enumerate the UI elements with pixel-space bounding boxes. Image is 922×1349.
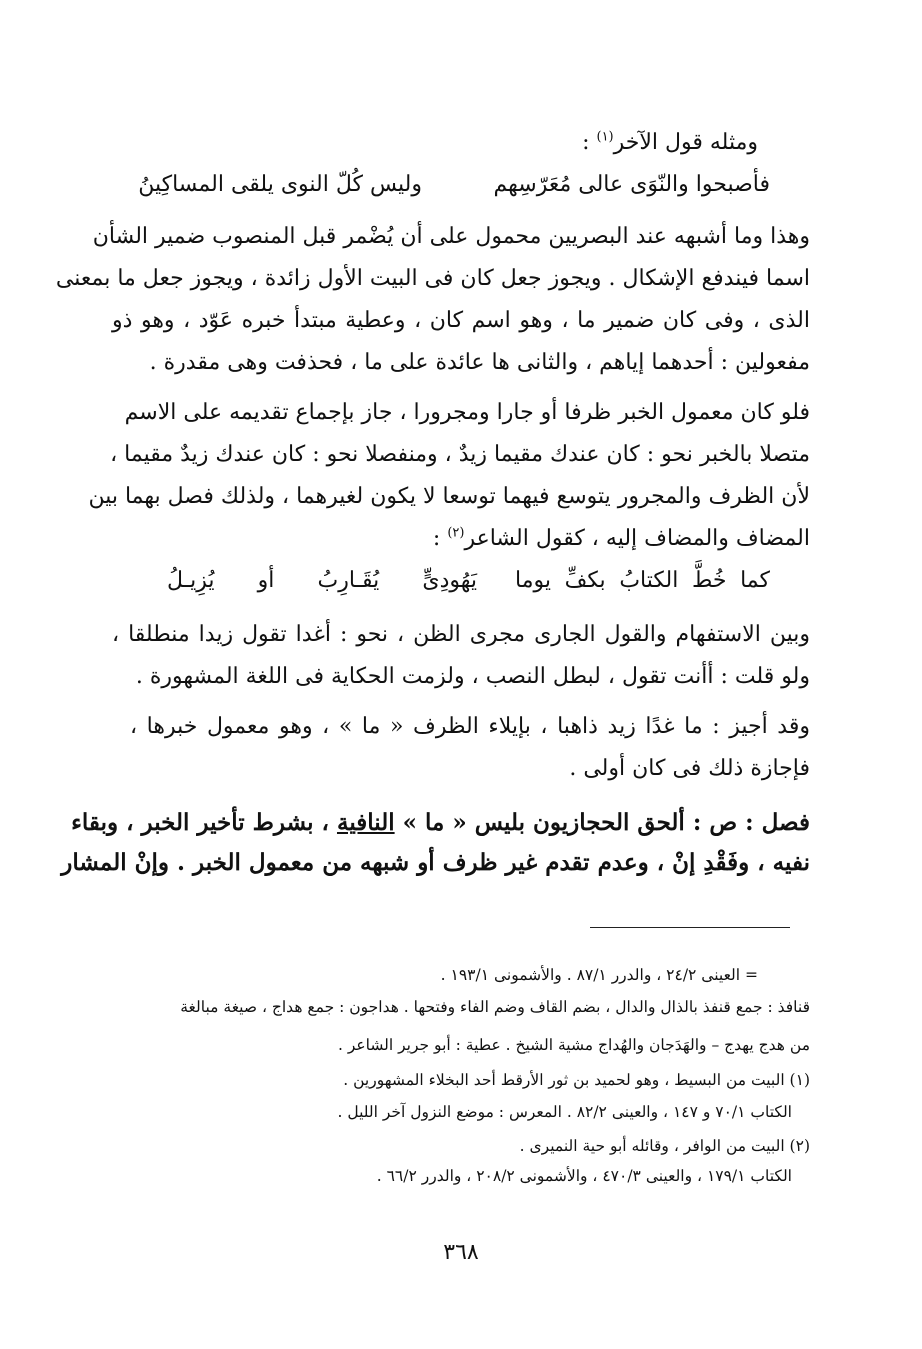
verse2-hemistich2: يَهُودِىٍّ يُقَـارِبُ أو يُزِيـلُ <box>167 568 477 593</box>
footnote-line: قنافذ : جمع قنفذ بالذال والدال ، بضم القاف وضم الفاء وفتحها . هداجون : جمع هداج ، صيغة مبالغة <box>180 998 810 1016</box>
para1-line: الذى ، وفى كان ضمير ما ، وهو اسم كان ، وعطية مبتدأ خبره عَوّد ، وهو ذو <box>112 308 810 333</box>
section-line-2: نفيه ، وفَقْدِ إنْ ، وعدم تقدم غير ظرف أو شبهه من معمول الخبر . وإنْ المشار <box>61 849 810 876</box>
para4-line: وقد أجيز : ما غدًا زيد ذاهبا ، بإيلاء الظرف « ما » ، وهو معمول خبرها ، <box>130 714 810 739</box>
para2-colon: : <box>432 526 448 551</box>
para3-line: ولو قلت : أأنت تقول ، لبطل النصب ، ولزمت الحكاية فى اللغة المشهورة . <box>135 664 810 689</box>
verse1-hemistich1: فأصبحوا والنّوَى عالى مُعَرّسِهم <box>493 172 770 197</box>
footnote-line: (١) البيت من البسيط ، وهو لحميد بن ثور الأرقط أحد البخلاء المشهورين . <box>343 1071 810 1089</box>
page-number: ٣٦٨ <box>443 1240 479 1265</box>
intro-text: ومثله قول الآخر <box>613 130 758 155</box>
para2-line: متصلا بالخبر نحو : كان عندك مقيما زيدٌ ، ومنفصلا نحو : كان عندك زيدٌ مقيما ، <box>110 442 810 467</box>
para2-line: لأن الظرف والمجرور يتوسع فيهما توسعا لا يكون لغيرهما ، ولذلك فصل بهما بين <box>88 484 810 509</box>
intro-colon: : <box>582 130 597 155</box>
para2-last-line <box>112 524 810 554</box>
footnote-divider <box>590 927 790 928</box>
footnote-ref-1: (١) <box>596 129 614 145</box>
intro-line <box>258 128 758 158</box>
section-start: فصل : ص : ألحق الحجازيون بليس « ما » <box>394 809 810 836</box>
footnote-line: (٢) البيت من الوافر ، وقائله أبو حية النميرى . <box>519 1137 810 1155</box>
footnote-ref-2: (٢) <box>447 525 465 541</box>
section-underlined-word: النافية <box>336 809 395 836</box>
para2-last-text: المضاف والمضاف إليه ، كقول الشاعر <box>464 526 810 551</box>
footnote-line: الكتاب ٧٠/١ و ١٤٧ ، والعينى ٨٢/٢ . المعرس : موضع النزول آخر الليل . <box>337 1103 792 1121</box>
footnote-line: من هدج يهدج – والهَدَجان والهُداج مشية الشيخ . عطية : أبو جرير الشاعر . <box>337 1036 810 1054</box>
verse1-hemistich2: وليس كُلّ النوى يلقى المساكِينُ <box>138 172 422 197</box>
section-line-1 <box>71 808 810 838</box>
section-end: ، بشرط تأخير الخبر ، وبقاء <box>71 809 337 836</box>
footnote-line: الكتاب ١٧٩/١ ، والعينى ٤٧٠/٣ ، والأشمونى ٢٠٨/٢ ، والدرر ٦٦/٢ . <box>376 1167 792 1185</box>
para1-line: مفعولين : أحدهما إياهم ، والثانى ها عائدة على ما ، فحذفت وهى مقدرة . <box>149 350 810 375</box>
para1-line: اسما فيندفع الإشكال . ويجوز جعل كان فى البيت الأول زائدة ، ويجوز جعل ما بمعنى <box>55 266 810 291</box>
para2-line: فلو كان معمول الخبر ظرفا أو جارا ومجرورا ، جاز بإجماع تقديمه على الاسم <box>124 400 810 425</box>
footnote-line: = العينى ٢٤/٢ ، والدرر ٨٧/١ . والأشمونى ١٩٣/١ . <box>440 966 758 984</box>
para3-line: وبين الاستفهام والقول الجارى مجرى الظن ، نحو : أغدا تقول زيدا منطلقا ، <box>112 622 810 647</box>
para1-line: وهذا وما أشبهه عند البصريين محمول على أن يُضْمر قبل المنصوب ضمير الشأن <box>92 224 810 249</box>
verse2-hemistich1: كما خُطَّ الكتابُ بكفِّ يوما <box>515 568 770 593</box>
para4-line: فإجازة ذلك فى كان أولى . <box>569 756 810 781</box>
